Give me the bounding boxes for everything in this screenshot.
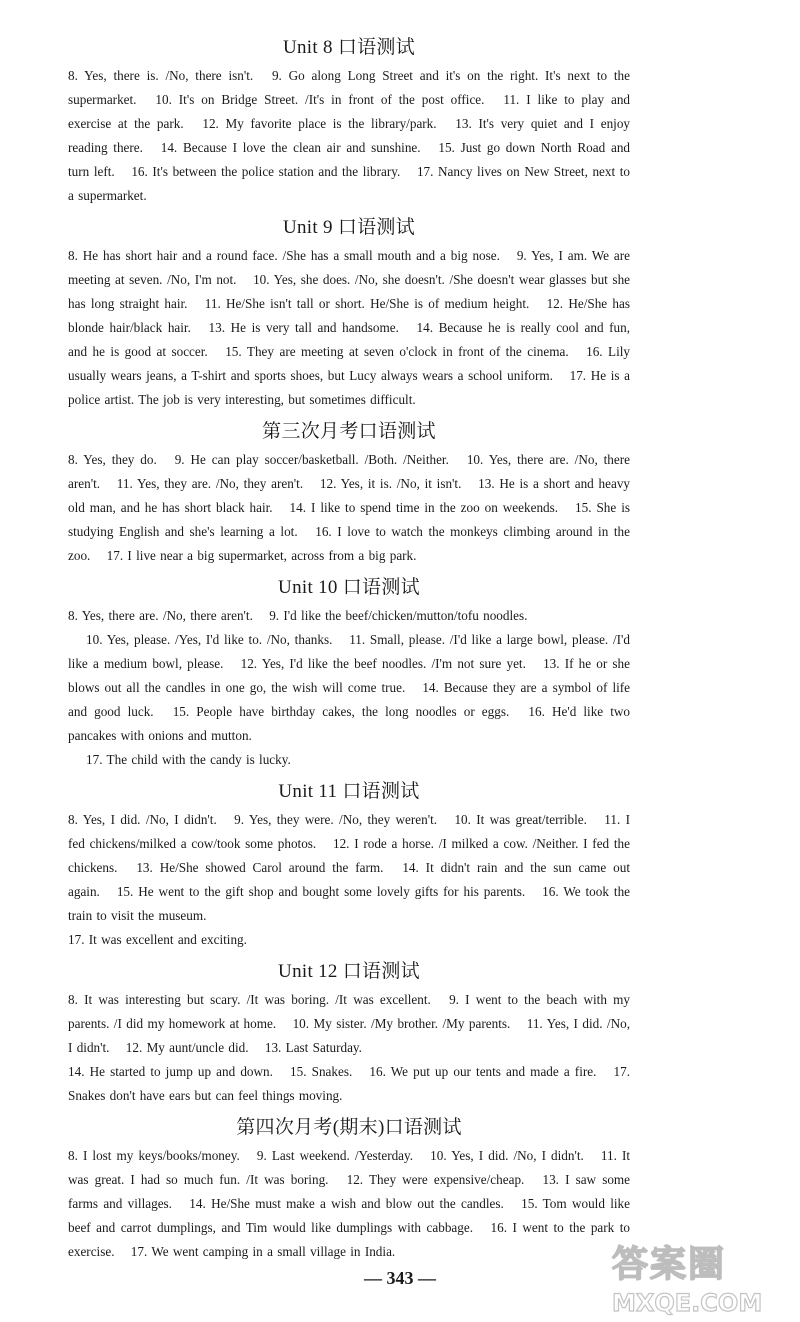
answer-item: 9. I'd like the beef/chicken/mutton/tofu noodles. bbox=[269, 608, 528, 623]
section-unit-11 bbox=[68, 776, 630, 952]
answer-item: 12. They were expensive/cheap. bbox=[346, 1172, 525, 1187]
answer-item: 14. It didn't rain and the sun came out again. bbox=[68, 860, 631, 899]
answer-item: 15. He went to the gift shop and bought some lovely gifts for his parents. bbox=[116, 884, 526, 899]
section-unit-10 bbox=[68, 572, 630, 772]
answer-item: 13. He/She showed Carol around the farm. bbox=[136, 860, 384, 875]
answer-item: 13. He is very tall and handsome. bbox=[208, 320, 399, 335]
answer-item: 9. I went to the beach with my parents. /I did my homework at home. bbox=[68, 992, 630, 1031]
answer-item: 10. Yes, there are. /No, there aren't. bbox=[68, 452, 631, 491]
answer-item: 17. He is a police artist. The job is very interesting, but sometimes difficult. bbox=[68, 368, 631, 407]
answer-paragraph bbox=[68, 988, 630, 1108]
answer-item: 8. Yes, there are. /No, there aren't. bbox=[68, 608, 253, 623]
watermark-logo bbox=[612, 1236, 797, 1318]
answer-item: 11. It was great. I had so much fun. /It was boring. bbox=[68, 1148, 631, 1187]
answer-item: 8. He has short hair and a round face. /She has a small mouth and a big nose. bbox=[68, 248, 500, 263]
section-title: Unit 8 口语测试 bbox=[282, 37, 416, 58]
answer-item: 9. Yes, they were. /No, they weren't. bbox=[234, 812, 438, 827]
answer-item: 8. Yes, I did. /No, I didn't. bbox=[68, 812, 217, 827]
answer-item: 11. I like to play and exercise at the park. bbox=[68, 92, 631, 131]
answer-item: 15. She is studying English and she's learning a lot. bbox=[68, 500, 630, 539]
section-fourth-monthly-final-exam bbox=[68, 1112, 630, 1264]
answer-item: 17. Nancy lives on New Street, next to a supermarket. bbox=[68, 164, 631, 203]
answer-item: 9. He can play soccer/basketball. /Both. /Neither. bbox=[174, 452, 449, 467]
answer-item: 17. We went camping in a small village in India. bbox=[130, 1244, 396, 1259]
answer-item: 12. He/She has blonde hair/black hair. bbox=[68, 296, 631, 335]
answer-item: 15. They are meeting at seven o'clock in front of the cinema. bbox=[225, 344, 569, 359]
answer-item: 16. I love to watch the monkeys climbing around in the zoo. bbox=[68, 524, 630, 563]
answer-item: 13. I saw some farms and villages. bbox=[68, 1172, 631, 1211]
answer-item: 11. I fed chickens/milked a cow/took some photos. bbox=[68, 812, 631, 851]
answer-item: 8. I lost my keys/books/money. bbox=[68, 1148, 240, 1163]
section-third-monthly-exam bbox=[68, 416, 630, 568]
section-title: Unit 9 口语测试 bbox=[282, 217, 416, 238]
answer-item: 8. Yes, they do. bbox=[68, 452, 157, 467]
section-title: Unit 11 口语测试 bbox=[278, 781, 420, 802]
answer-item: 11. Yes, they are. /No, they aren't. bbox=[116, 476, 304, 491]
answer-paragraph bbox=[68, 448, 630, 568]
answer-item: 13. He is a short and heavy old man, and he has short black hair. bbox=[68, 476, 631, 515]
answer-item: 16. We put up our tents and made a fire. bbox=[369, 1064, 597, 1079]
answer-item: 14. I like to spend time in the zoo on weekends. bbox=[289, 500, 559, 515]
section-title: Unit 10 口语测试 bbox=[278, 577, 420, 598]
answer-item: 13. Last Saturday. bbox=[264, 1040, 362, 1055]
answer-item: 9. Go along Long Street and it's on the right. It's next to the supermarket. bbox=[68, 68, 630, 107]
answer-item: 17. It was excellent and exciting. bbox=[68, 932, 247, 947]
answer-item: 13. If he or she blows out all the candles in one go, the wish will come true. bbox=[68, 656, 630, 695]
answer-item: 9. Yes, I am. We are meeting at seven. /No, I'm not. bbox=[68, 248, 631, 287]
answer-item: 14. He/She must make a wish and blow out the candles. bbox=[189, 1196, 504, 1211]
answer-item: 15. Snakes. bbox=[290, 1064, 353, 1079]
answer-item: 8. It was interesting but scary. /It was boring. /It was excellent. bbox=[68, 992, 431, 1007]
answer-item: 11. Small, please. /I'd like a large bowl, please. /I'd like a medium bowl, please. bbox=[68, 632, 631, 671]
answer-item: 12. Yes, it is. /No, it isn't. bbox=[319, 476, 462, 491]
answer-item: 10. Yes, I did. /No, I didn't. bbox=[430, 1148, 584, 1163]
answer-item: 14. He started to jump up and down. bbox=[68, 1064, 273, 1079]
answer-item: 16. We took the train to visit the museum. bbox=[68, 884, 631, 923]
watermark-url: MXQE.COM bbox=[612, 1289, 763, 1317]
answer-item: 16. I went to the park to exercise. bbox=[68, 1220, 631, 1259]
answer-item: 14. Because he is really cool and fun, and he is good at soccer. bbox=[68, 320, 631, 359]
page-number: — 343 — bbox=[364, 1268, 436, 1288]
answer-item: 13. It's very quiet and I enjoy reading there. bbox=[68, 116, 631, 155]
answer-item: 11. He/She isn't tall or short. He/She is of medium height. bbox=[204, 296, 530, 311]
watermark-text: 答案圈 bbox=[612, 1244, 727, 1285]
section-unit-12 bbox=[68, 956, 630, 1108]
answer-item: 12. I rode a horse. /I milked a cow. /Neither. I fed the chickens. bbox=[68, 836, 630, 875]
answer-item: 15. People have birthday cakes, the long noodles or eggs. bbox=[172, 704, 510, 719]
answer-item: 10. Yes, she does. /No, she doesn't. /She doesn't wear glasses but she has long straight hair. bbox=[68, 272, 631, 311]
answer-item: 17. I live near a big supermarket, across from a big park. bbox=[106, 548, 417, 563]
answer-paragraph bbox=[68, 64, 630, 208]
answer-item: 9. Last weekend. /Yesterday. bbox=[256, 1148, 414, 1163]
answer-item: 16. He'd like two pancakes with onions and mutton. bbox=[68, 704, 631, 743]
answer-page bbox=[68, 28, 630, 1264]
answer-item: 17. Snakes don't have ears but can feel things moving. bbox=[68, 1064, 630, 1103]
answer-item: 14. Because they are a symbol of life and good luck. bbox=[68, 680, 631, 719]
section-title: 第三次月考口语测试 bbox=[262, 421, 436, 442]
answer-item: 15. Just go down North Road and turn left. bbox=[68, 140, 631, 179]
answer-item: 16. It's between the police station and the library. bbox=[131, 164, 401, 179]
answer-item: 10. It's on Bridge Street. /It's in front of the post office. bbox=[155, 92, 485, 107]
answer-paragraph bbox=[68, 604, 630, 772]
answer-item: 12. My aunt/uncle did. bbox=[125, 1040, 249, 1055]
section-unit-8 bbox=[68, 32, 630, 208]
section-title: 第四次月考(期末)口语测试 bbox=[236, 1117, 462, 1138]
answer-paragraph bbox=[68, 1144, 630, 1264]
answer-item: 14. Because I love the clean air and sunshine. bbox=[160, 140, 421, 155]
answer-item: 17. The child with the candy is lucky. bbox=[86, 752, 291, 767]
answer-item: 12. Yes, I'd like the beef noodles. /I'm not sure yet. bbox=[240, 656, 526, 671]
answer-item: 12. My favorite place is the library/park. bbox=[202, 116, 437, 131]
answer-item: 8. Yes, there is. /No, there isn't. bbox=[68, 68, 254, 83]
answer-paragraph bbox=[68, 244, 630, 412]
section-title: Unit 12 口语测试 bbox=[278, 961, 420, 982]
answer-item: 15. Tom would like beef and carrot dumplings, and Tim would like dumplings with cabbage. bbox=[68, 1196, 631, 1235]
answer-item: 10. Yes, please. /Yes, I'd like to. /No, thanks. bbox=[86, 632, 333, 647]
answer-paragraph bbox=[68, 808, 630, 952]
section-unit-9 bbox=[68, 212, 630, 412]
answer-item: 16. Lily usually wears jeans, a T-shirt and sports shoes, but Lucy always wears a school uniform. bbox=[68, 344, 631, 383]
answer-item: 10. It was great/terrible. bbox=[454, 812, 587, 827]
answer-item: 11. Yes, I did. /No, I didn't. bbox=[68, 1016, 630, 1055]
answer-item: 10. My sister. /My brother. /My parents. bbox=[292, 1016, 511, 1031]
